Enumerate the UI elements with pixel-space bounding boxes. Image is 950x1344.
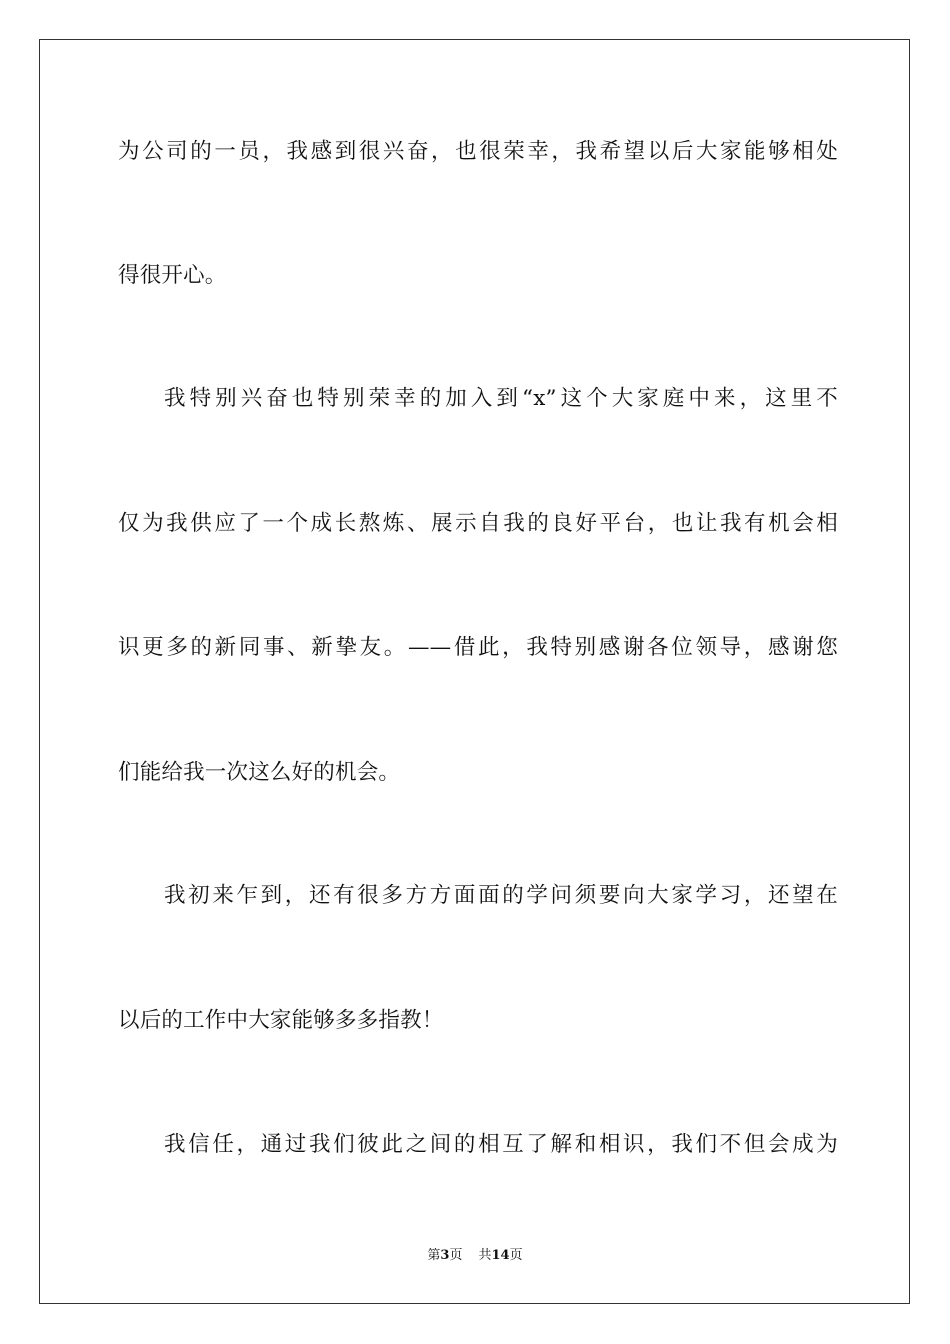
text-line-1: 为公司的一员，我感到很兴奋，也很荣幸，我希望以后大家能够相处 — [118, 139, 838, 164]
text-line-7: 我初来乍到，还有很多方方面面的学问须要向大家学习，还望在 — [164, 883, 838, 908]
text-line-6: 们能给我一次这么好的机会。 — [118, 760, 401, 785]
text-line-4: 仅为我供应了一个成长熬炼、展示自我的良好平台，也让我有机会相 — [118, 511, 838, 536]
page-border — [39, 39, 910, 1304]
text-line-9: 我信任，通过我们彼此之间的相互了解和相识，我们不但会成为 — [164, 1132, 838, 1157]
page-number: 3 — [440, 1248, 450, 1263]
text-line-2: 得很开心。 — [118, 263, 227, 288]
page-prefix: 第 — [427, 1248, 441, 1263]
page-footer — [0, 1247, 950, 1265]
text-line-3: 我特别兴奋也特别荣幸的加入到“x”这个大家庭中来，这里不 — [164, 386, 838, 411]
total-pages: 14 — [491, 1248, 510, 1263]
total-suffix: 页 — [509, 1248, 523, 1263]
total-prefix: 共 — [478, 1248, 492, 1263]
text-line-8: 以后的工作中大家能够多多指教！ — [118, 1008, 444, 1033]
text-line-5: 识更多的新同事、新挚友。——借此，我特别感谢各位领导，感谢您 — [118, 635, 838, 660]
page-suffix: 页 — [449, 1248, 463, 1263]
